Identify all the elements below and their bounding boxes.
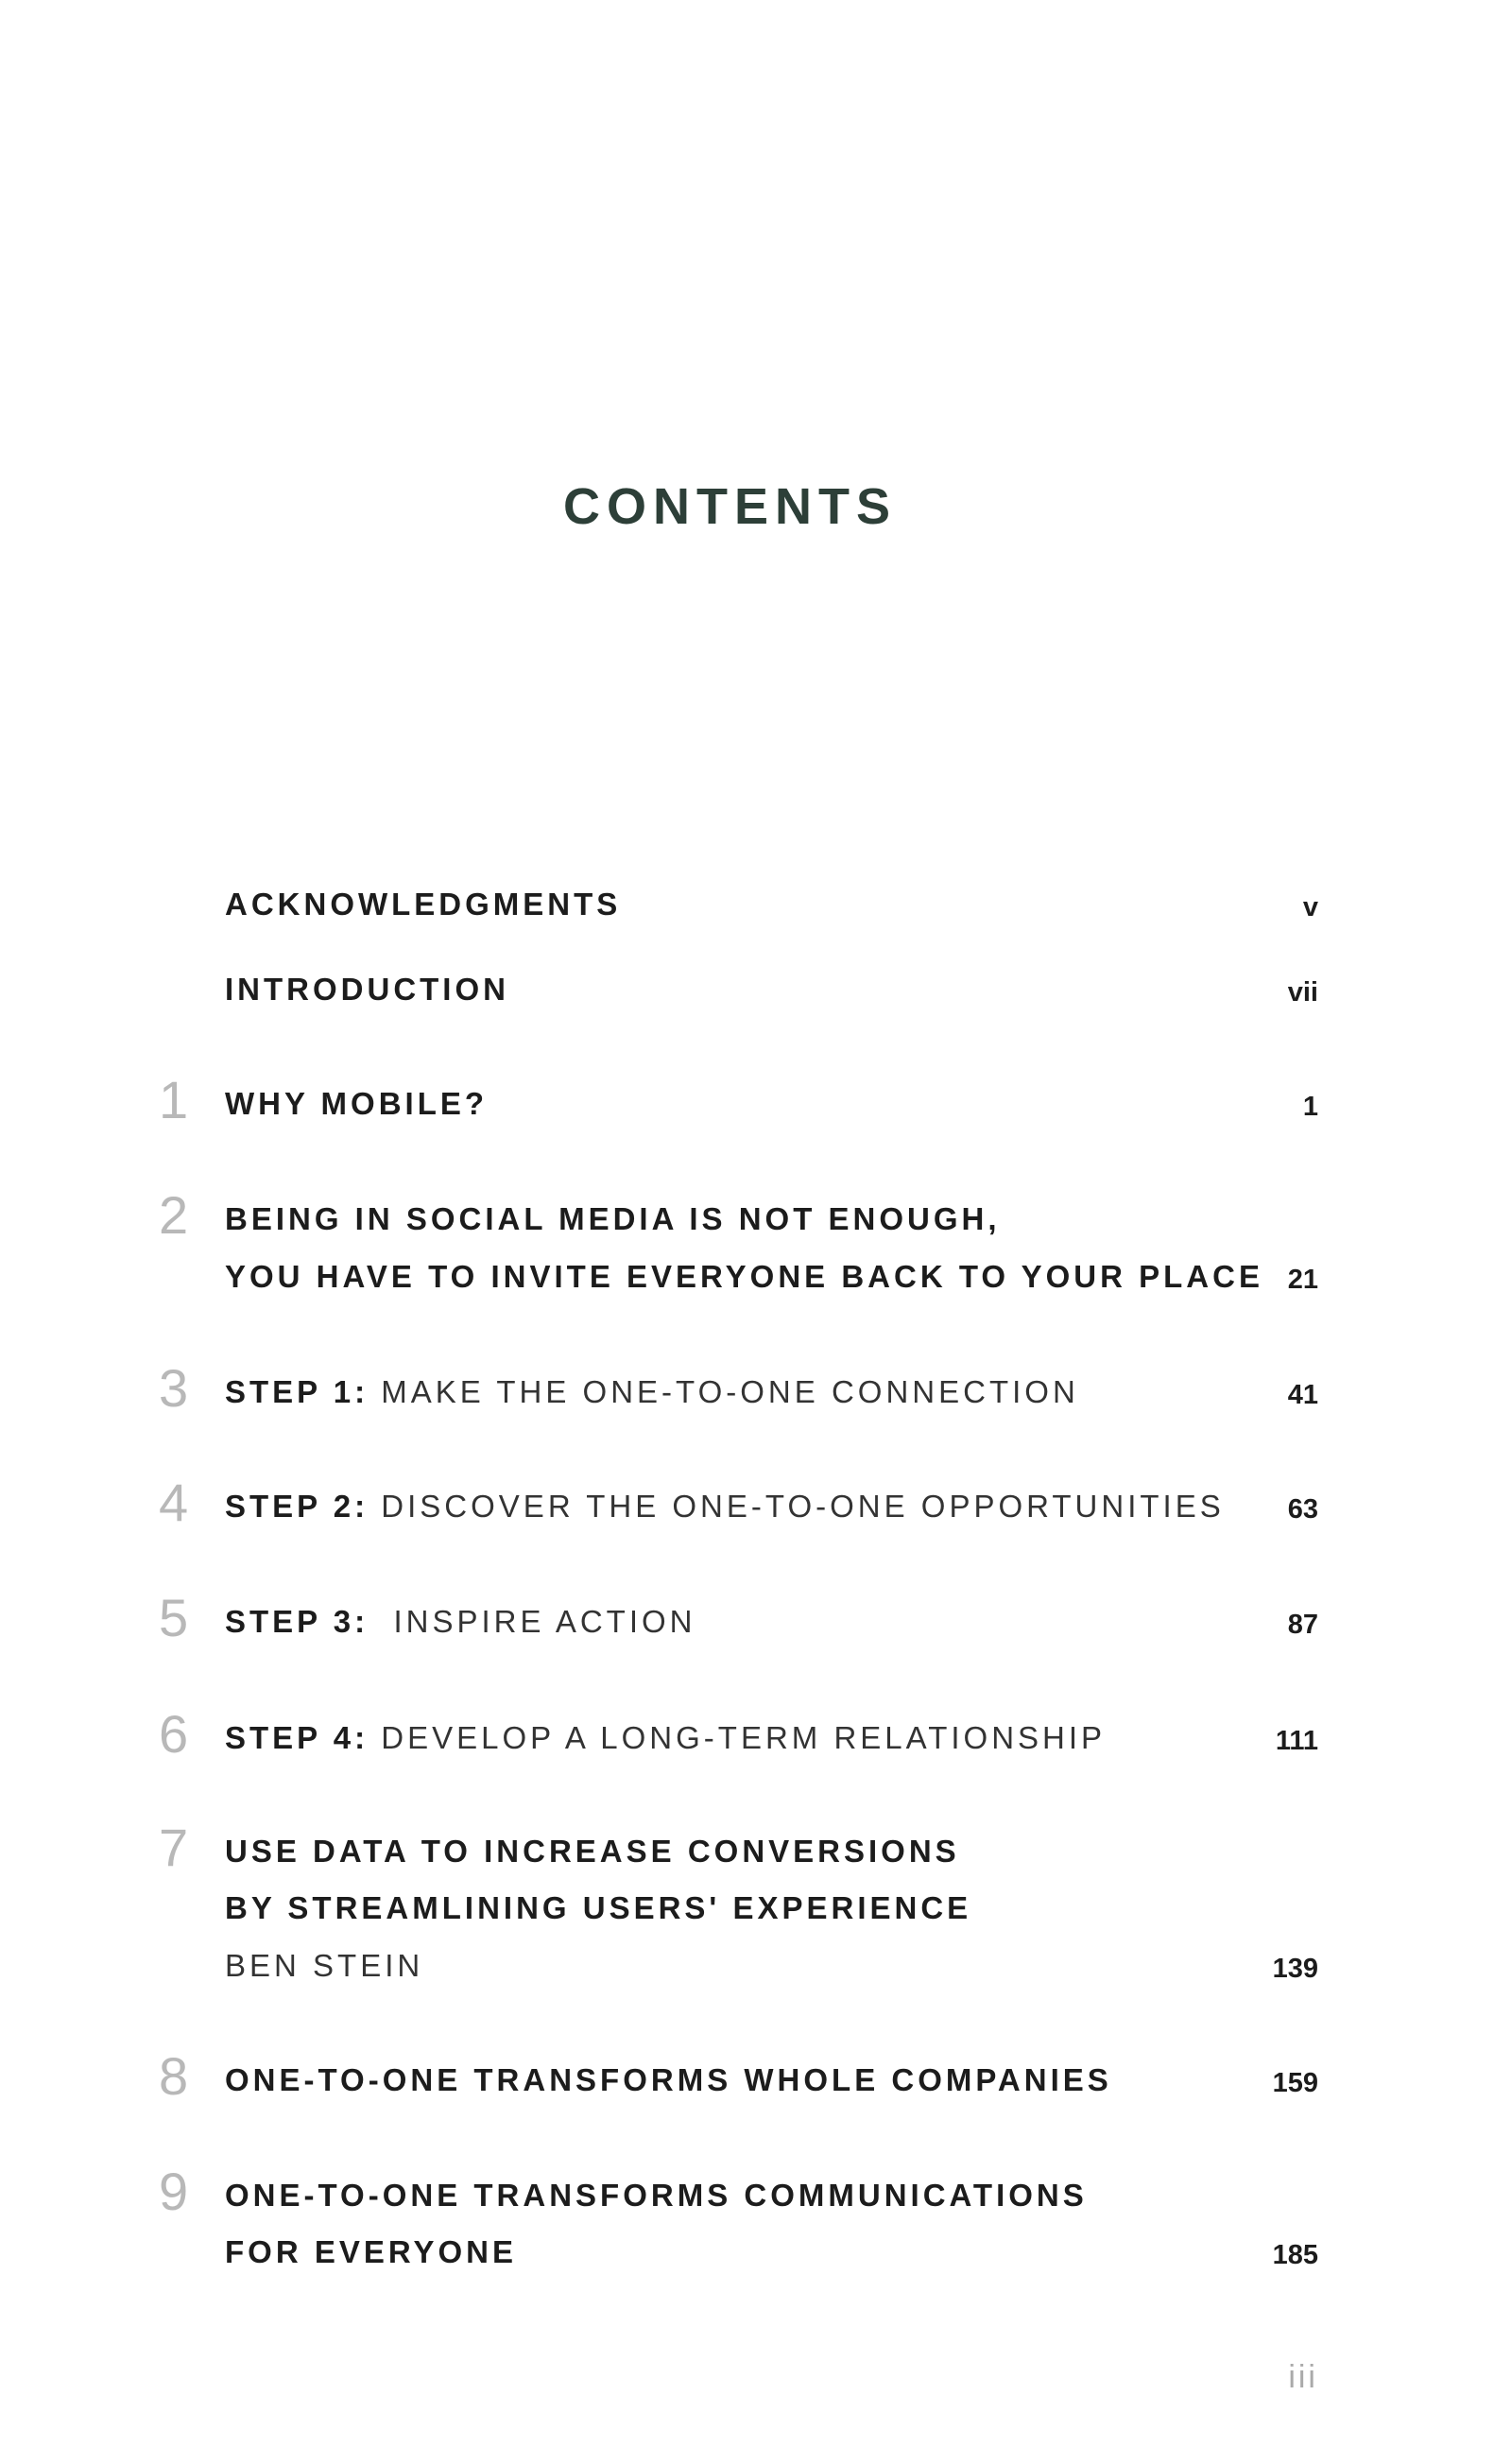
chapter-title: MAKE THE ONE-TO-ONE CONNECTION	[381, 1374, 1079, 1409]
toc-entry-chapter-8[interactable]: ONE-TO-ONE TRANSFORMS WHOLE COMPANIES	[225, 2062, 1112, 2097]
chapter-number: 9	[159, 2162, 189, 2221]
toc-entry-chapter-4[interactable]	[225, 1488, 1225, 1525]
toc-page-number: v	[1302, 892, 1318, 922]
toc-page-number: vii	[1287, 977, 1318, 1008]
toc-page-number: 111	[1275, 1726, 1318, 1756]
toc-page-number: 139	[1272, 1954, 1318, 1984]
chapter-number: 4	[159, 1473, 189, 1532]
folio-page-number: iii	[1288, 2359, 1318, 2395]
step-label: STEP 1:	[225, 1374, 369, 1409]
toc-entry-acknowledgments[interactable]: ACKNOWLEDGMENTS	[225, 887, 622, 922]
chapter-number: 3	[159, 1358, 189, 1418]
toc-entry-chapter-3[interactable]	[225, 1373, 1079, 1411]
chapter-number: 5	[159, 1588, 189, 1647]
toc-page-number: 41	[1287, 1380, 1318, 1410]
step-label: STEP 3:	[225, 1604, 369, 1639]
step-label: STEP 2:	[225, 1489, 369, 1524]
toc-entry-chapter-6[interactable]	[225, 1719, 1106, 1757]
chapter-number: 7	[159, 1818, 189, 1877]
toc-entry-chapter-7-line-2[interactable]: BY STREAMLINING USERS' EXPERIENCE	[225, 1890, 972, 1925]
toc-page-number: 159	[1272, 2068, 1318, 2098]
toc-entry-chapter-9-line-2[interactable]: FOR EVERYONE	[225, 2234, 517, 2269]
chapter-number: 1	[159, 1070, 189, 1129]
chapter-number: 8	[159, 2046, 189, 2106]
chapter-number: 6	[159, 1704, 189, 1764]
toc-entry-introduction[interactable]: INTRODUCTION	[225, 972, 509, 1007]
toc-page-number: 185	[1272, 2240, 1318, 2270]
step-label: STEP 4:	[225, 1720, 369, 1755]
toc-page-number: 1	[1302, 1092, 1318, 1122]
chapter-author: BEN STEIN	[225, 1948, 424, 1983]
toc-entry-chapter-1[interactable]: WHY MOBILE?	[225, 1086, 489, 1121]
toc-entry-chapter-7-line-1[interactable]: USE DATA TO INCREASE CONVERSIONS	[225, 1834, 960, 1869]
toc-entry-chapter-2-line-1[interactable]: BEING IN SOCIAL MEDIA IS NOT ENOUGH,	[225, 1201, 1001, 1236]
chapter-title: DISCOVER THE ONE-TO-ONE OPPORTUNITIES	[381, 1489, 1225, 1524]
chapter-number: 2	[159, 1185, 189, 1245]
toc-entry-chapter-2-line-2[interactable]: YOU HAVE TO INVITE EVERYONE BACK TO YOUR PLACE	[225, 1259, 1263, 1294]
chapter-title: INSPIRE ACTION	[393, 1604, 696, 1639]
page-title: CONTENTS	[563, 478, 897, 535]
chapter-title: DEVELOP A LONG-TERM RELATIONSHIP	[381, 1720, 1107, 1755]
toc-page-number: 87	[1287, 1610, 1318, 1640]
toc-entry-chapter-5[interactable]	[225, 1603, 696, 1641]
toc-page-number: 63	[1287, 1494, 1318, 1525]
toc-page-number: 21	[1287, 1265, 1318, 1295]
toc-entry-chapter-9-line-1[interactable]: ONE-TO-ONE TRANSFORMS COMMUNICATIONS	[225, 2178, 1088, 2213]
